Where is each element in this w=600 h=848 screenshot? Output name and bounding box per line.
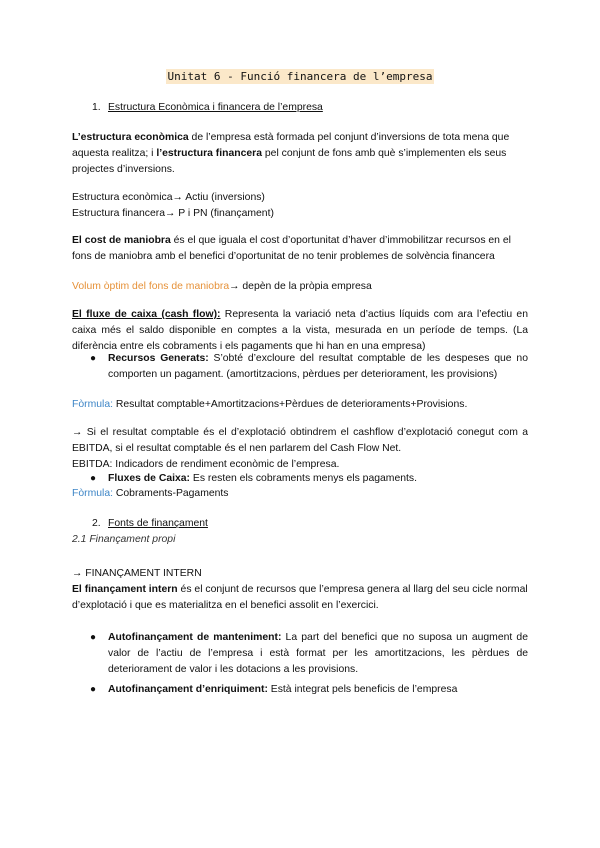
formula-1: [72, 397, 528, 413]
formula-2: [72, 486, 528, 502]
document-title: [0, 70, 600, 83]
text-span: pel conjunt de fons amb què s’implementen els seus projectes d’inversions.: [72, 148, 507, 175]
title-text: Unitat 6 - Funció financera de l’empresa: [167, 70, 433, 83]
formula-label: Fòrmula:: [72, 399, 113, 410]
text-span: Cobraments-Pagaments: [113, 488, 229, 499]
text-span: Es resten els cobraments menys els pagaments.: [190, 473, 417, 484]
line-financial: Estructura financera→ P i PN (finançament): [72, 208, 274, 219]
line-ebitda: EBITDA: Indicadors de rendiment econòmic de l’empresa.: [72, 459, 340, 470]
term-autofinancament-enriquiment: Autofinançament d’enriquiment:: [108, 684, 268, 695]
section-2-heading: Fonts de finançament: [108, 518, 208, 529]
term-financial-structure: l’estructura financera: [156, 148, 263, 159]
term-financament-intern: El finançament intern: [72, 584, 178, 595]
volum-highlight: Volum òptim del fons de maniobra: [72, 281, 230, 292]
section-1-heading: Estructura Econòmica i financera de l’empresa: [108, 102, 323, 113]
paragraph-intern: [72, 582, 528, 614]
term-recursos-generats: Recursos Generats:: [108, 353, 209, 364]
formula-label: Fòrmula:: [72, 488, 113, 499]
paragraph-cost-maniobra: [72, 233, 528, 265]
bullet-icon: ●: [90, 684, 97, 695]
section-1-number: 1.: [92, 102, 101, 113]
bullet-icon: ●: [90, 353, 97, 364]
term-fluxes-caixa: Fluxes de Caixa:: [108, 473, 191, 484]
text-span: de l’empresa està formada pel conjunt d’inversions de tota mena que aquesta realitza; i: [72, 132, 510, 159]
paragraph-structure: [72, 130, 528, 178]
term-economic-structure: L’estructura econòmica: [72, 132, 189, 143]
paragraph-cash-flow: [72, 307, 528, 355]
bullet-icon: ●: [90, 632, 97, 643]
intern-heading: → FINANÇAMENT INTERN: [72, 568, 202, 579]
list-item-enriquiment: [108, 682, 528, 698]
text-span: La part del benefici que no suposa un augment de valor de l’actiu de l’empresa i està format per les amortitzacions, les pèrdues de deteriorament de valor i les dotacions a les provisions.: [108, 632, 528, 675]
term-cash-flow: El fluxe de caixa (cash flow):: [72, 309, 221, 320]
paragraph-ebitda-arrow: → Si el resultat comptable és el d’explotació obtindrem el cashflow d’explotació conegut com a EBITDA, si el resultat comptable és el nen parlarem del Cash Flow Net.: [72, 427, 528, 454]
text-span: és el conjunt de recursos que l’empresa genera al llarg del seu cicle normal d’explotació i que es materialitza en el benefici assolit en l’exercici.: [72, 584, 528, 611]
section-2-number: 2.: [92, 518, 101, 529]
text-span: Està integrat pels beneficis de l’empresa: [267, 684, 458, 695]
text-span: S’obté d’excloure del resultat comptable de les despeses que no comporten un pagament. (amortitzacions, pèrdues per deteriorament, les provisions): [108, 353, 528, 380]
bullet-icon: ●: [90, 473, 97, 484]
text-span: és el que iguala el cost d’oportunitat d’haver d’immobilitzar recursos en el fons de maniobra amb el benefici d’oportunitat de no tenir problemes de solvència financera: [72, 235, 511, 262]
list-item-manteniment: [108, 630, 528, 678]
subsection-heading: 2.1 Finançament propi: [72, 534, 176, 545]
line-economic: Estructura econòmica→ Actiu (inversions): [72, 192, 265, 203]
term-autofinancament-manteniment: Autofinançament de manteniment:: [108, 632, 282, 643]
text-span: → depèn de la pròpia empresa: [229, 281, 372, 292]
list-item-fluxes: [108, 471, 528, 487]
text-span: Representa la variació neta d’actius líquids com ara l’efectiu en caixa més el saldo disponible en comptes a la vista, mesurada en un període de temps. (La diferència entre els cobraments i els pagaments que hi han en una empresa): [72, 309, 528, 352]
term-cost-maniobra: El cost de maniobra: [72, 235, 171, 246]
text-span: Resultat comptable+Amortitzacions+Pèrdues de deterioraments+Provisions.: [113, 399, 468, 410]
line-volum: [72, 279, 528, 295]
list-item-recursos: [108, 351, 528, 383]
